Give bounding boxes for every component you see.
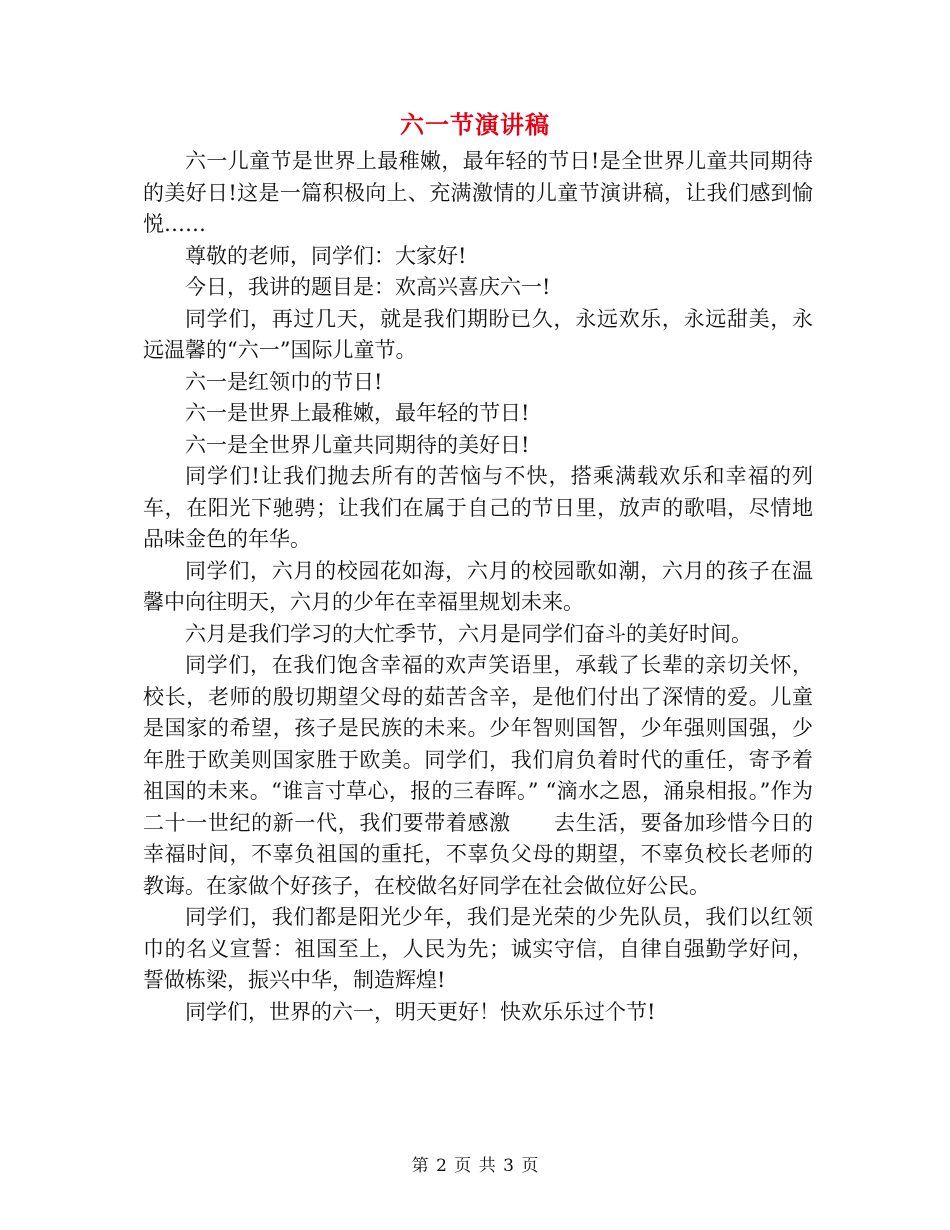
document-title: 六一节演讲稿	[400, 110, 550, 139]
paragraph-oath: 同学们，我们都是阳光少年，我们是光荣的少先队员，我们以红领巾的名义宣誓：祖国至上，人民为先；诚实守信，自律自强勤学好问，誓做栋梁，振兴中华，制造辉煌!	[143, 905, 813, 992]
paragraph-days-ahead: 同学们，再过几天，就是我们期盼已久，永远欢乐，永远甜美，永远温馨的“六一”国际儿童节。	[143, 306, 813, 362]
paragraph-youngest-festival: 六一是世界上最稚嫩，最年轻的节日!	[185, 401, 530, 425]
paragraph-topic: 今日，我讲的题目是：欢高兴喜庆六一!	[185, 275, 551, 299]
paragraph-red-scarf: 六一是红领巾的节日!	[185, 369, 383, 394]
paragraph-gratitude: 同学们，在我们饱含幸福的欢声笑语里，承载了长辈的亲切关怀，校长，老师的殷切期望父母的茹苦含辛，是他们付出了深情的爱。儿童是国家的希望，孩子是民族的未来。少年智则国智，少年强则国强，少年胜于欧美则国家胜于欧美。同学们，我们肩负着时代的重任，寄予着祖国的未来。“谁言寸草心，报的三春晖。” “滴水之恩，涌泉相报。”作为二十一世纪的新一代，我们要带着感激 去生活，要备加珍惜今日的幸福时间，不辜负祖国的重托，不辜负父母的期望，不辜负校长老师的教诲。在家做个好孩子，在校做名好同学在社会做位好公民。	[143, 653, 813, 898]
paragraph-greeting: 尊敬的老师，同学们：大家好!	[185, 243, 467, 268]
document-body	[143, 146, 813, 1028]
paragraph-world-children: 六一是全世界儿童共同期待的美好日!	[185, 432, 530, 457]
paragraph-intro: 六一儿童节是世界上最稚嫩，最年轻的节日!是全世界儿童共同期待的美好日!这是一篇积极向上、充满激情的儿童节演讲稿，让我们感到愉悦……	[143, 149, 813, 236]
paragraph-closing: 同学们，世界的六一，明天更好！快欢乐乐过个节!	[185, 999, 656, 1024]
paragraph-train: 同学们!让我们抛去所有的苦恼与不快，搭乘满载欢乐和幸福的列车，在阳光下驰骋；让我们在属于自己的节日里，放声的歌唱，尽情地品味金色的年华。	[143, 464, 813, 551]
page-number: 第 2 页 共 3 页	[411, 1156, 539, 1176]
paragraph-june-campus: 同学们，六月的校园花如海，六月的校园歌如潮，六月的孩子在温馨中向往明天，六月的少年在幸福里规划未来。	[143, 558, 813, 614]
paragraph-june-season: 六月是我们学习的大忙季节，六月是同学们奋斗的美好时间。	[185, 621, 752, 646]
